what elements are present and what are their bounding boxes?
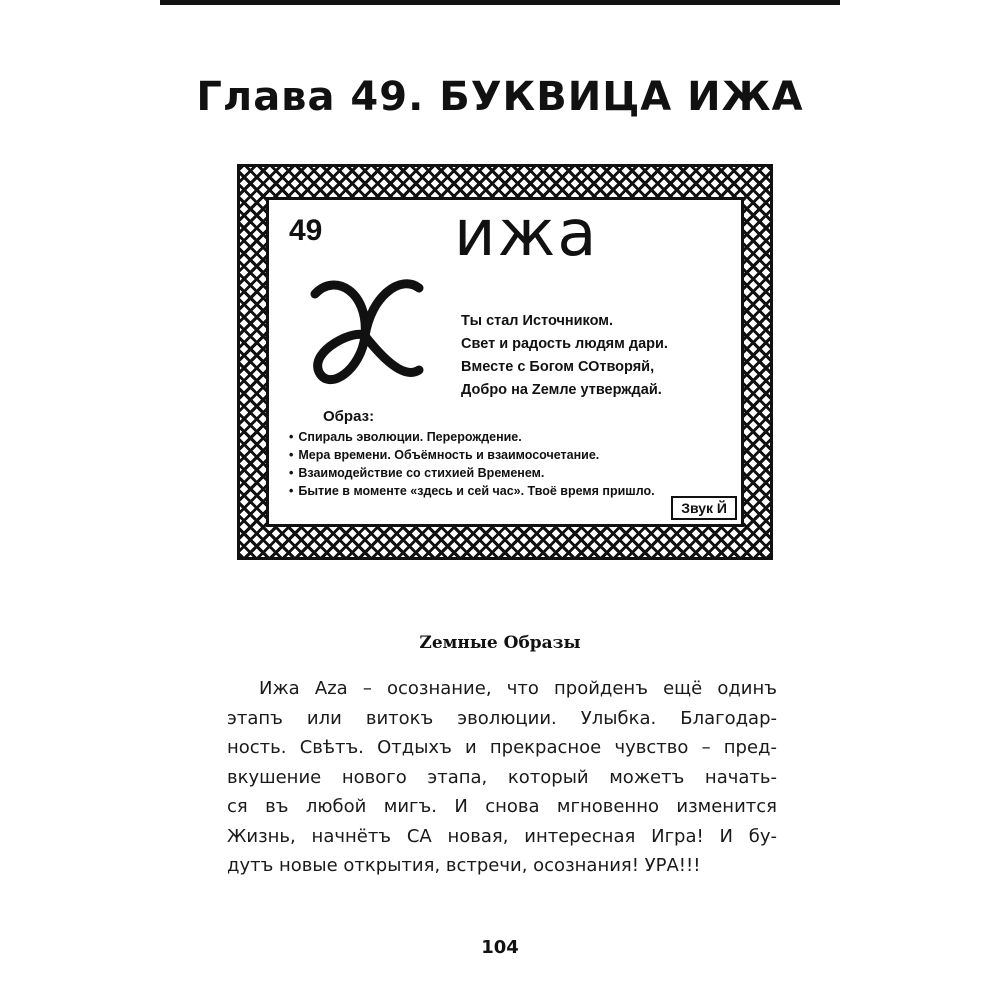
verse-line: Свет и радость людям дари. [461,336,668,352]
section-title: Zемные Образы [419,633,581,653]
list-item: • Бытие в моменте «здесь и сей час». Твоё время пришло. [289,482,749,500]
top-rule [160,0,840,5]
paragraph-line: вкушение нового этапа, который можетъ начать- [227,766,777,788]
verse-line: Добро на Zемле утверждай. [461,382,662,398]
letter-card [237,164,773,560]
paragraph-line: ся въ любой мигъ. И снова мгновенно изменится [227,796,777,817]
paragraph-line: Жизнь, начнётъ СА новая, интересная Игра! И бу- [227,825,777,847]
letter-name: ижа [454,197,599,271]
letter-number: 49 [289,214,323,247]
page-number: 104 [481,937,519,958]
list-item: • Взаимодействие со стихией Временем. [289,464,749,482]
paragraph-line: дутъ новые открытия, встречи, осознания! УРА!!! [227,855,701,876]
verse-line: Ты стал Источником. [461,313,614,329]
chapter-title: Глава 49. БУКВИЦА ИЖА [196,74,804,120]
sound-badge: Звук Й [671,496,737,520]
verse-block [461,310,751,402]
obraz-list [289,428,749,500]
list-item: • Спираль эволюции. Перерождение. [289,428,749,446]
paragraph-line: этапъ или витокъ эволюции. Улыбка. Благодар- [227,707,777,729]
list-item: • Мера времени. Объёмность и взаимосочетание. [289,446,749,464]
paragraph-line: ность. Свѣтъ. Отдыхъ и прекрасное чувство – пред- [227,737,777,758]
verse-line: Вместе с Богом СОтворяй, [461,359,655,375]
body-paragraph [227,674,777,881]
obraz-label: Образ: [323,408,375,425]
paragraph-line: Ижа Aza – осознание, что пройденъ ещё одинъ [259,678,777,699]
letter-card-inner [266,197,744,527]
izha-rune-icon [305,266,425,406]
